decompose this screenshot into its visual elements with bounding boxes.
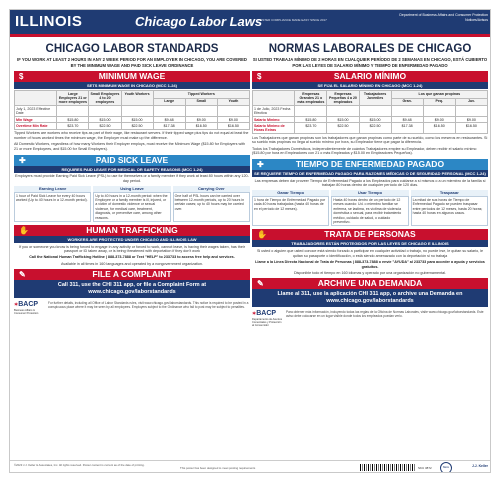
- tipped-workers-text: Tipped Workers are workers who receive tips as part of their wage, like restaurant servers. If their tipped wage plus tips do not equal at least the number of hours worked times the minimum wage, the Employer must make up the difference.: [14, 131, 249, 141]
- sick-leave-bar: ✚ PAID SICK LEAVE: [14, 155, 250, 166]
- file-complaint-info: Call 311, use the CHI 311 app, or file a Complaint Form at www.chicago.gov/laborstandards: [14, 280, 250, 298]
- sku-code: SKU 3872: [418, 466, 432, 470]
- sick-leave-intro: Employers must provide Earning Paid Sick Leave (PSL) to use for themselves or a family member if they work at least 80 hours within any 120-day period.: [15, 174, 249, 183]
- english-footnote: For further details, including all Office of Labor Standards rules, visit www.chicago.gov/laborstandards. This notice is required to be posted in a conspicuous place where it may be seen by all employees. Employers subject to the Ordinance who fail to post may be subject to penalties.: [48, 301, 249, 310]
- spanish-heading: NORMAS LABORALES DE CHICAGO: [268, 43, 472, 55]
- bacp-logo: ✶BACP Business Affairs & Consumer Protection: [14, 301, 39, 316]
- star-icon: ✶: [252, 311, 257, 318]
- medical-cross-icon: ✚: [19, 155, 26, 165]
- labor-standards-link[interactable]: www.chicago.gov/laborstandards: [88, 289, 176, 296]
- seal-icon: SEAL: [440, 462, 452, 473]
- min-wage-bar: $ MINIMUM WAGE: [14, 71, 250, 82]
- earning-leave-column: Earning Leave 1 hour of Paid Sick Leave for every 40 hours worked (Up to 40 hours in a 12-month period).: [14, 186, 91, 222]
- spanish-footer: [252, 310, 488, 332]
- min-wage-section: [14, 71, 250, 152]
- trata-personas-bar: ✋ TRATA DE PERSONAS: [252, 229, 488, 240]
- dollar-icon: $: [19, 72, 24, 81]
- department-name: Department of Business Affairs and Consumer Protection Notices/Avisos: [399, 13, 488, 22]
- table-row: 1 de Julio, 2023 Fecha Efectiva: [253, 106, 488, 117]
- table-row: Salario Mínimo de Horas Extras $23.70 $22.50 $22.50 $17.38 $16.50 $16.50: [253, 123, 488, 134]
- salario-minimo-table: Empresas Grandes 21 o más empleados Empresas Pequeñas 4 a 20 empleados Trabajadores Juveniles Los que ganan propinas Gran. Peq. Juv. 1 de Julio, 2023 Fecha Efectiva Salario Mínimo $15.80 $15.00 $15.00 $9.48 $9.00 $9.00 Salario Mínimo de Horas Extras $23.70 $22.50 $22.50 $17.38 $16.50 $16.50: [252, 90, 488, 134]
- domestic-workers-text: All Domestic Workers, regardless of how many Workers their Employer employs, must receive the Minimum Wage ($15.80 for Employers with 21 or more Employees, and $15.00 for Small Employers).: [14, 142, 246, 151]
- domesticos-text: Todos los Trabajadores Domésticos, independientemente de cuántos Trabajadores emplee su Empleador, deben recibir el salario mínimo ($15.80 por hora en Empleadores con 21 o más Empleados y $15.00 en Empleadores Pequeños).: [252, 146, 477, 156]
- sick-leave-section: [14, 155, 250, 222]
- human-trafficking-band: WORKERS ARE PROTECTED UNDER CHICAGO AND ILLINOIS LAW: [14, 236, 250, 243]
- salario-minimo-section: [252, 71, 488, 156]
- trata-availability: Disponible todo el tiempo en 160 idiomas y operado por una organización no gubernamental.: [293, 270, 447, 275]
- hands-icon: ✋: [19, 226, 29, 235]
- hands-icon: ✋: [257, 230, 267, 240]
- trata-personas-band: TRABAJADORES ESTÁN PROTEGIDOS POR LAS LEYES DE CHICAGO E ILLINOIS: [252, 240, 488, 247]
- human-trafficking-bar: ✋ HUMAN TRAFFICKING: [14, 225, 250, 236]
- using-leave-column: Using Leave Up to 40 hours in a 12-month period: when the Employee or a family member is ill, injured, or a victim of domestic violence or sexual violence, for medical care, treatment, diagnosis, or preventive care, among other reasons.: [93, 186, 170, 222]
- english-subheading: IF YOU WORK AT LEAST 2 HOURS IN ANY 2 WEEK PERIOD FOR AN EMPLOYER IN CHICAGO, YOU ARE COVERED BY THE MINIMUM WAGE AND PAID SICK LEAVE ORDINANCE: [17, 57, 247, 68]
- tiempo-enfermedad-table: [252, 190, 488, 226]
- compliance-tagline: POSTER COMPLIANCE MADE EASY SINCE 2017: [258, 18, 327, 22]
- usar-tiempo-column: Usar Tiempo Hasta 40 horas dentro de un período de 12 meses cuando: Ud. o miembro familiar se enferma, se lastima, es víctima de violencia doméstica o sexual, para recibir tratamiento médico, cuidado de salud, o cuidado preventivo.: [331, 190, 408, 226]
- archive-demanda-section: [252, 278, 488, 307]
- dollar-icon: $: [257, 72, 262, 81]
- header-bar: [10, 10, 491, 34]
- poster: [9, 9, 491, 473]
- sick-leave-band: REQUIRES PAID LEAVE FOR MEDICAL OR SAFETY REASONS (MCC 1-24): [14, 166, 250, 173]
- publisher-brand: J.J. Keller: [471, 464, 488, 468]
- normas-laborales-link[interactable]: www.chicago.gov/laborstandards: [326, 298, 414, 305]
- propinas-text: Los Trabajadores que ganan propinas son los trabajadores que ganan propinas como parte de su sueldo, como los meseros en restaurantes. Si su sueldo más propinas no llega al sueldo mínimo por hora, su Empleador tiene que pagar la diferencia.: [252, 135, 488, 145]
- file-complaint-bar: ✎ FILE A COMPLAINT: [14, 269, 250, 280]
- salario-minimo-band: SE FIJA EL SALARIO MÍNIMO EN CHICAGO (MCC 1-24): [252, 82, 488, 89]
- tiempo-enfermedad-band: SE REQUIERE TIEMPO DE ENFERMEDAD PAGADO PARA RAZONES MÉDICAS O DE SEGURIDAD PERSONAL (MCC 1-24): [252, 170, 488, 177]
- document-icon: ✎: [19, 270, 26, 280]
- bacp-logo: ✶BACP Departamento de Asuntos Comerciales y Protección al Consumidor: [252, 310, 282, 328]
- tiempo-enfermedad-bar: ✚ TIEMPO DE ENFERMEDAD PAGADO: [252, 159, 488, 170]
- trafficking-text: If you or someone you know is being forced to engage in any activity or forced to work, cannot leave, is having their wages taken, has their passport or ID taken away, or is being threatened with deportation if they don't work: [19, 244, 245, 254]
- trata-text: Si usted o alguien que usted conoce está siendo forzado a participar en cualquier actividad o trabajo, no puede irse, le quitan su salario, le quitan su pasaporte o identificación, o está siendo amenazado con la deportación si no trabaja: [256, 248, 484, 258]
- state-name: ILLINOIS: [15, 13, 83, 30]
- ganar-tiempo-column: Ganar Tiempo 1 hora de Tiempo de Enfermedad Pagado por cada 40 horas trabajadas (hasta 40 horas de en el período de 12 meses).: [252, 190, 329, 226]
- trafficking-hotline: Call the National Human Trafficking Hotline | 888-373-7888 or Text "HELP" to 233733 to access free help and services.: [29, 255, 235, 260]
- human-trafficking-section: [14, 225, 250, 266]
- medical-cross-icon: ✚: [257, 160, 264, 170]
- spanish-footnote: Para obtener más información, incluyendo todas las reglas de la Oficina de Normas Laborales, visite www.chicago.gov/laborstandards. Este aviso debe colocarse en un lugar visible donde todos los empleados puedan verlo.: [286, 310, 484, 319]
- english-heading: CHICAGO LABOR STANDARDS: [45, 43, 219, 55]
- trafficking-availability: Available in all times in 160 languages and operated by a nongovernment organization.: [61, 261, 203, 266]
- trata-personas-section: [252, 229, 488, 275]
- min-wage-table: Large Employers 21 or more employees Small Employers 4 to 20 employees Youth Workers Tipped Workers Large Small Youth July 1, 2023 Effective Date Min Wage $15.80 $15.00 $15.00 $9.48 $9.00 $9.00 Overtime Min Rate $23.70 $22.50 $22.50 $17.38 $16.50 $16.50: [14, 90, 250, 130]
- header-divider: [10, 34, 491, 37]
- star-icon: ✶: [14, 302, 19, 309]
- carrying-over-column: Carrying Over One half of PSL hours can be carried over between 12-month periods, up to 20 hours in certain cases; up to 40 hours may be carried over.: [173, 186, 250, 222]
- table-row: Salario Mínimo $15.80 $15.00 $15.00 $9.48 $9.00 $9.00: [253, 117, 488, 123]
- tiempo-enfermedad-section: [252, 159, 488, 226]
- tiempo-enfermedad-intro: Las empresas deben dar proveer Tiempo de Enfermedad Pagado a los Empleados para cuidarse a sí mismos o a un miembro de la familia si trabajan 80 horas dentro de cualquier período de 120 días.: [254, 178, 486, 188]
- english-footer: [14, 301, 250, 323]
- table-row: July 1, 2023 Effective Date: [15, 106, 250, 117]
- english-column: [14, 43, 250, 323]
- document-icon: ✎: [257, 279, 264, 289]
- poster-title: Chicago Labor Laws: [135, 14, 263, 29]
- table-row: Min Wage $15.80 $15.00 $15.00 $9.48 $9.00 $9.00: [15, 117, 250, 123]
- copyright-text: ©2023 J.J. Keller & Associates, Inc. All rights reserved. Poster content is current as of the date of printing.: [14, 463, 145, 467]
- min-wage-band: SETS MINIMUM WAGE IN CHICAGO (MCC 1-24): [14, 82, 250, 89]
- spanish-subheading: SI USTED TRABAJA MÍNIMO DE 2 HORAS EN CUALQUIER PERÍODO DE 2 SEMANAS EN CHICAGO, ESTÁ CUBIERTO POR LAS LEYES DE SALARIO MÍNIMO Y TIEMPO DE ENFERMEDAD PAGADO: [252, 57, 488, 68]
- archive-demanda-bar: ✎ ARCHIVE UNA DEMANDA: [252, 278, 488, 289]
- poster-footer: [10, 460, 491, 473]
- sick-leave-table: [14, 186, 250, 222]
- salario-minimo-bar: $ SALARIO MÍNIMO: [252, 71, 488, 82]
- archive-demanda-info: Llame al 311, use la aplicación CHI 311 app, o archive una Demanda en www.chicago.gov/laborstandards: [252, 289, 488, 307]
- barcode: [360, 464, 415, 471]
- file-complaint-section: [14, 269, 250, 298]
- poster-notice: This poster has been designed to meet posting requirements: [180, 466, 256, 470]
- traspasar-column: Traspasar La mitad de sus horas de Tiempo de Enfermedad Pagado se pueden traspasar entre períodos de 12 meses, hasta 20 horas; hasta 40 horas en algunos casos.: [411, 190, 488, 226]
- spanish-column: [252, 43, 488, 332]
- table-row: Overtime Min Rate $23.70 $22.50 $22.50 $17.38 $16.50 $16.50: [15, 123, 250, 129]
- trata-hotline: Llame a la Línea Directa Nacional de Trata de Personas | 888-373-7888 o envíe "AYUDA" al 233733 para acceder a ayuda y servicios gratuitos.: [255, 259, 485, 269]
